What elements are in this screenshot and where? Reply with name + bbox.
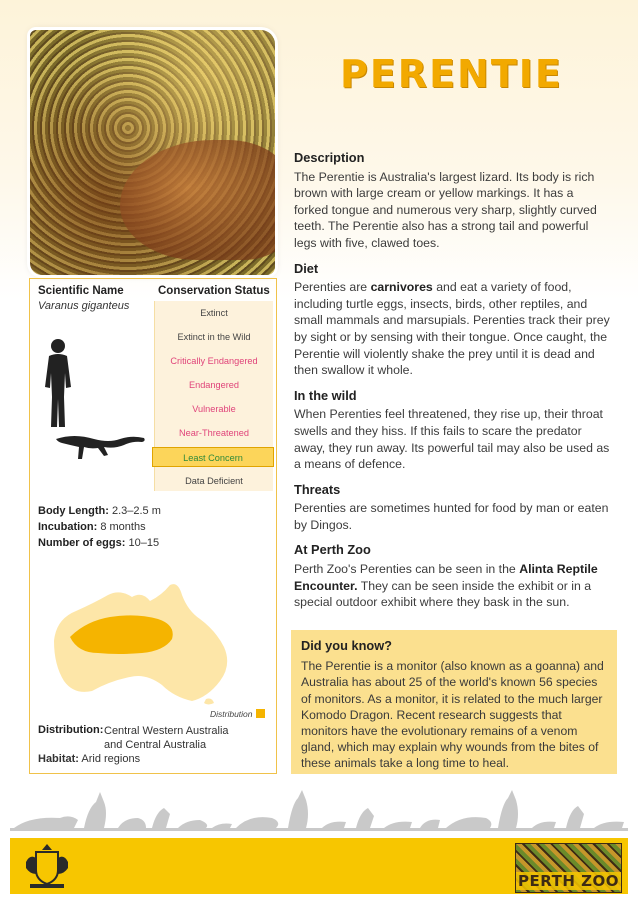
section-body	[294, 279, 610, 379]
body-text: The Perentie is Australia's largest lizard. Its body is rich brown with large cream or yellow markings. It has a forked tongue and numerous very sharp, slightly curved teeth. The Perentie also has a strong tail and powerful legs with five, clawed toes.	[294, 169, 597, 250]
body-length-value: 2.3–2.5 m	[111, 505, 161, 517]
incubation-value: 8 months	[100, 521, 146, 533]
eggs-row	[38, 537, 159, 549]
distribution-caption: Distribution	[210, 709, 253, 719]
section-heading: Diet	[294, 260, 319, 276]
distribution-value	[104, 724, 274, 752]
conservation-status-item: Data Deficient	[185, 476, 243, 486]
eggs-value: 10–15	[128, 537, 160, 549]
conservation-status-item: Near-Threatened	[179, 428, 249, 438]
conservation-status-list	[154, 301, 273, 491]
wa-crest-icon	[22, 840, 72, 890]
section-heading: In the wild	[294, 387, 357, 403]
distribution-label: Distribution:	[38, 724, 104, 736]
body-text: Perth Zoo's Perenties can be seen in the	[294, 562, 520, 577]
conservation-status-item: Endangered	[188, 380, 240, 390]
scientific-name: Varanus giganteus	[38, 300, 130, 312]
section-body	[294, 169, 610, 252]
distribution-line-2: and Central Australia	[104, 739, 207, 751]
conservation-status-item: Critically Endangered	[170, 356, 258, 366]
info-box	[29, 278, 277, 774]
conservation-status-item: Vulnerable	[192, 404, 236, 414]
perth-zoo-logo	[515, 843, 622, 893]
conservation-status-item: Extinct in the Wild	[177, 332, 251, 342]
distribution-row	[38, 724, 273, 751]
did-you-know-box	[291, 630, 617, 774]
lizard-silhouette-icon	[54, 429, 148, 465]
section-body	[294, 561, 610, 611]
body-text: When Perenties feel threatened, they rise up, their throat swells and they hiss. If this fails to scare the predator away, they run away. Its powerful tail may also be used as a means of defence.	[294, 407, 610, 472]
body-text: They can be seen inside the exhibit or in a special outdoor exhibit where they bask in the sun.	[294, 578, 592, 610]
description-column	[294, 150, 610, 620]
page-title: PERENTIE	[340, 52, 563, 96]
habitat-label: Habitat:	[38, 753, 79, 765]
section-heading: Threats	[294, 481, 341, 497]
section-body	[294, 500, 610, 533]
conservation-status-label: Conservation Status	[158, 285, 270, 297]
animal-frieze	[0, 788, 638, 838]
habitat-row	[38, 753, 140, 765]
did-you-know-heading: Did you know?	[301, 638, 392, 653]
distribution-legend-swatch	[256, 709, 265, 718]
perth-zoo-logo-text: PERTH ZOO	[517, 872, 619, 890]
section-body	[294, 406, 610, 472]
scientific-name-label: Scientific Name	[38, 285, 124, 297]
human-silhouette-icon	[38, 337, 78, 429]
did-you-know-text: The Perentie is a monitor (also known as a goanna) and Australia has about 25 of the world's known 56 species of monitors. As a monitor, it is related to the much larger Komodo Dragon. Recent research suggests that monitors have the evolutionary remains of a venom gland, which may explain why wounds from the bites of these animals take a long time to heal.	[301, 659, 604, 771]
conservation-status-item: Least Concern	[152, 447, 274, 467]
emphasis-text: carnivores	[370, 280, 433, 295]
body-length-label: Body Length:	[38, 505, 109, 517]
body-text: and eat a variety of food, including turtle eggs, insects, birds, other reptiles, and small mammals and marsupials. Perenties track their prey by sight or by sensing with their tongue. Once caught, the Perentie will violently shake the prey until it is dead and then swallow it whole.	[294, 280, 610, 378]
lizard-photo	[30, 30, 275, 275]
section-heading: Description	[294, 150, 365, 165]
australia-map	[46, 581, 246, 706]
body-text: Perenties are	[294, 280, 371, 295]
eggs-label: Number of eggs:	[38, 537, 126, 549]
body-length-row	[38, 505, 161, 517]
habitat-value: Arid regions	[81, 753, 141, 765]
emphasis-text: Alinta Reptile Encounter.	[294, 562, 598, 593]
conservation-status-item: Extinct	[200, 308, 228, 318]
distribution-line-1: Central Western Australia	[104, 725, 229, 737]
incubation-row	[38, 521, 146, 533]
incubation-label: Incubation:	[38, 521, 98, 533]
section-heading: At Perth Zoo	[294, 542, 371, 558]
body-text: Perenties are sometimes hunted for food by man or eaten by Dingos.	[294, 501, 609, 532]
